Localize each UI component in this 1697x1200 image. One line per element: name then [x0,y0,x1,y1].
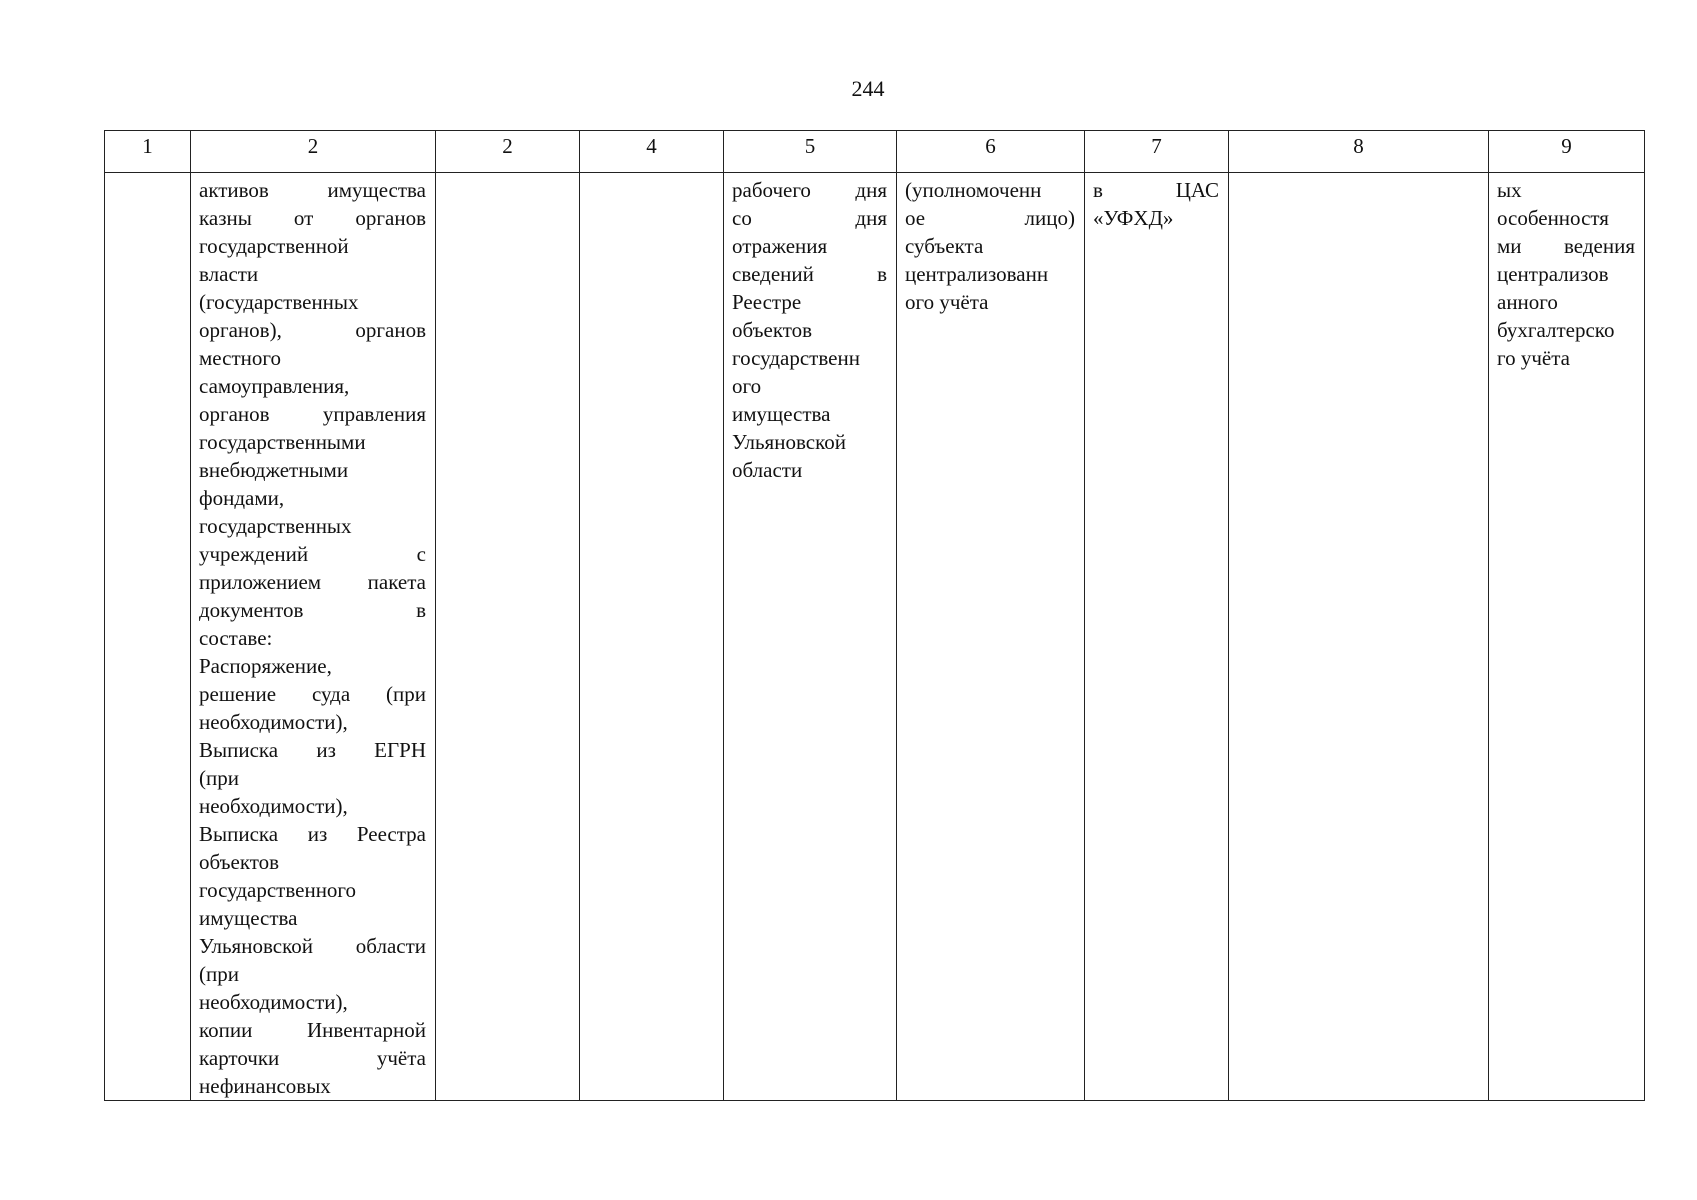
cell-text-line: государственного [199,878,357,902]
cell-text-line: государственных [199,514,352,538]
header-col-5: 5 [724,131,897,173]
cell-text-line: органов управления [199,402,426,426]
cell-col-8 [1229,173,1489,1101]
cell-text-line: нефинансовых [199,1074,331,1098]
header-col-8: 8 [1229,131,1489,173]
header-col-9: 9 [1489,131,1645,173]
cell-col-2 [191,173,436,1101]
cell-col-4 [580,173,724,1101]
cell-text-line: решение суда (при [199,682,426,706]
cell-text-line: государственн [732,346,860,370]
cell-text-line: (при [199,766,239,790]
header-row [105,131,1645,173]
cell-text-line: ых [1497,178,1522,202]
cell-text-line: необходимости), [199,990,348,1014]
cell-text-line: (государственных [199,290,359,314]
header-col-6: 6 [897,131,1085,173]
cell-text-line: ого учёта [905,290,989,314]
header-col-4: 4 [580,131,724,173]
cell-text-line: особенностя [1497,206,1609,230]
header-col-3: 2 [436,131,580,173]
cell-text-line: области [732,458,803,482]
cell-text-line: отражения [732,234,828,258]
cell-text-line: ое лицо) [905,206,1075,230]
cell-text-line: составе: [199,626,273,650]
cell-col-5 [724,173,897,1101]
cell-text-line: активов имущества [199,178,426,202]
cell-text-line: карточки учёта [199,1046,426,1070]
cell-text-line: приложением пакета [199,570,426,594]
cell-text-line: ми ведения [1497,234,1635,258]
cell-text-line: казны от органов [199,206,426,230]
cell-text-line: со дня [732,206,887,230]
cell-text-line: ого [732,374,762,398]
cell-col-7 [1085,173,1229,1101]
cell-col-6 [897,173,1085,1101]
cell-text-line: в ЦАС [1093,178,1219,202]
cell-text-line: сведений в [732,262,887,286]
cell-text-line: Выписка из Реестра [199,822,426,846]
cell-text-line: документов в [199,598,426,622]
cell-text-line: имущества [732,402,831,426]
cell-text-line: го учёта [1497,346,1570,370]
cell-text-line: органов), органов [199,318,426,342]
cell-text-line: централизов [1497,262,1609,286]
cell-text-line: Ульяновской области [199,934,426,958]
table-row [105,173,1645,1101]
header-col-2: 2 [191,131,436,173]
page-number: 244 [851,76,885,101]
cell-text-line: бухгалтерско [1497,318,1615,342]
cell-col-3 [436,173,580,1101]
cell-text-line: субъекта [905,234,984,258]
cell-text-line: местного [199,346,281,370]
document-table [104,130,1645,1101]
cell-text-line: необходимости), [199,710,348,734]
cell-col-9 [1489,173,1645,1101]
cell-text-line: фондами, [199,486,285,510]
cell-text-line: имущества [199,906,298,930]
cell-text-line: копии Инвентарной [199,1018,426,1042]
cell-text-line: Распоряжение, [199,654,332,678]
cell-text-line: государственными [199,430,366,454]
cell-text-line: Реестре [732,290,802,314]
header-col-7: 7 [1085,131,1229,173]
cell-text-line: (при [199,962,239,986]
cell-text-line: объектов [732,318,813,342]
cell-text-line: государственной [199,234,349,258]
cell-text-line: необходимости), [199,794,348,818]
cell-text-line: власти [199,262,259,286]
header-col-1: 1 [105,131,191,173]
cell-text-line: Выписка из ЕГРН [199,738,426,762]
cell-text-line: учреждений с [199,542,426,566]
cell-text-line: «УФХД» [1093,206,1174,230]
cell-text-line: внебюджетными [199,458,349,482]
cell-text-line: (уполномоченн [905,178,1042,202]
cell-text-line: объектов [199,850,280,874]
cell-text-line: анного [1497,290,1558,314]
cell-text-line: централизованн [905,262,1049,286]
cell-text-line: самоуправления, [199,374,350,398]
cell-text-line: рабочего дня [732,178,887,202]
cell-text-line: Ульяновской [732,430,846,454]
cell-col-1 [105,173,191,1101]
